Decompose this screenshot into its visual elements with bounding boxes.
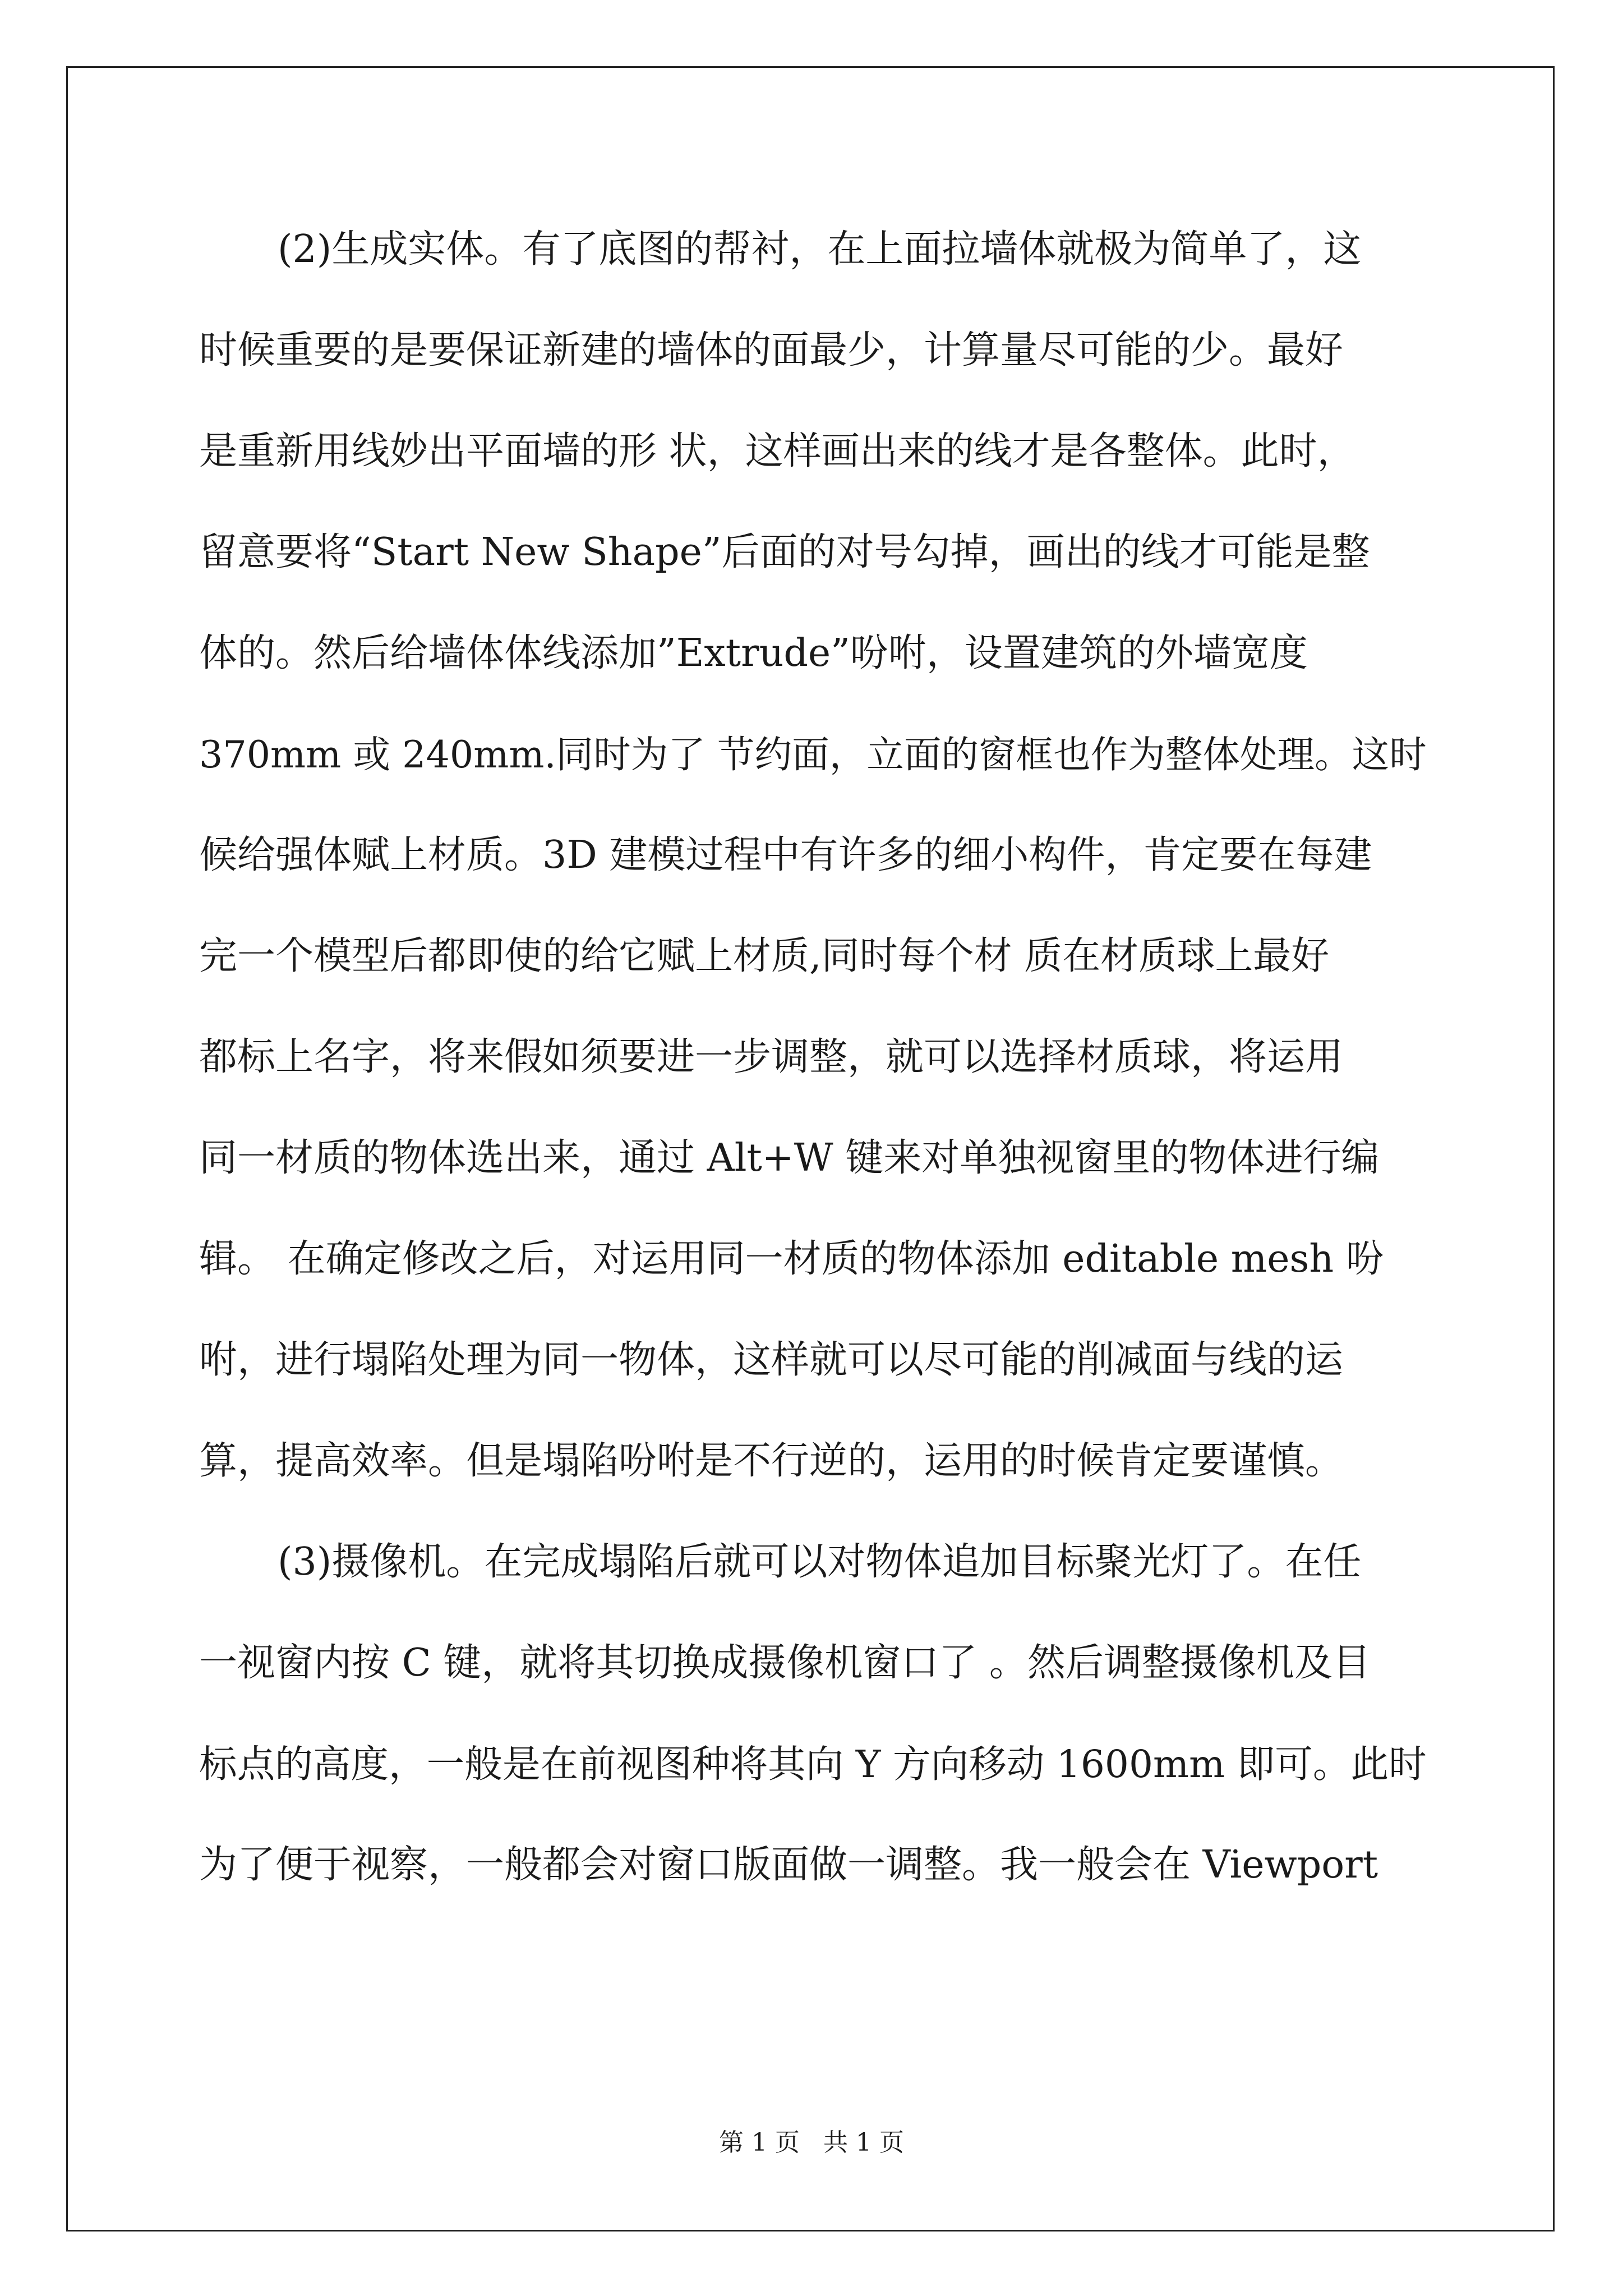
paragraph-2-line-5: 体的。然后给墙体体线添加”Extrude”吩咐，设置建筑的外墙宽度 bbox=[199, 631, 1308, 675]
paragraph-2-line-9: 都标上名字，将来假如须要进一步调整，就可以选择材质球，将运用 bbox=[199, 1035, 1344, 1079]
paragraph-2-line-1: (2)生成实体。有了底图的帮衬，在上面拉墙体就极为简单了，这 bbox=[278, 227, 1362, 272]
paragraph-3-line-1: (3)摄像机。在完成塌陷后就可以对物体追加目标聚光灯了。在任 bbox=[278, 1540, 1362, 1584]
paragraph-2-line-2: 时候重要的是要保证新建的墙体的面最少，计算量尽可能的少。最好 bbox=[199, 328, 1344, 372]
paragraph-2-line-11: 辑。 在确定修改之后，对运用同一材质的物体添加 editable mesh 吩 bbox=[199, 1237, 1384, 1281]
paragraph-3-line-3: 标点的高度，一般是在前视图种将其向 Y 方向移动 1600mm 即可。此时 bbox=[199, 1742, 1427, 1786]
paragraph-2-line-6: 370mm 或 240mm.同时为了 节约面，立面的窗框也作为整体处理。这时 bbox=[199, 733, 1427, 776]
paragraph-2-line-4: 留意要将“Start New Shape”后面的对号勾掉，画出的线才可能是整 bbox=[199, 530, 1370, 574]
paragraph-2-line-7: 候给强体赋上材质。3D 建模过程中有许多的细小构件，肯定要在每建 bbox=[199, 833, 1372, 877]
paragraph-3-line-2: 一视窗内按 C 键，就将其切换成摄像机窗口了 。然后调整摄像机及目 bbox=[199, 1641, 1371, 1685]
paragraph-2-line-13: 算，提高效率。但是塌陷吩咐是不行逆的，运用的时候肯定要谨慎。 bbox=[199, 1439, 1344, 1483]
paragraph-3-line-4: 为了便于视察，一般都会对窗口版面做一调整。我一般会在 Viewport bbox=[199, 1843, 1378, 1887]
paragraph-2-line-8: 完一个模型后都即使的给它赋上材质,同时每个材 质在材质球上最好 bbox=[199, 934, 1330, 978]
paragraph-2-line-12: 咐，进行塌陷处理为同一物体，这样就可以尽可能的削减面与线的运 bbox=[199, 1338, 1344, 1382]
paragraph-2-line-10: 同一材质的物体选出来，通过 Alt+W 键来对单独视窗里的物体进行编 bbox=[199, 1136, 1380, 1180]
page-number-footer: 第 1 页 共 1 页 bbox=[719, 2128, 904, 2157]
paragraph-2-line-3: 是重新用线妙出平面墙的形 状，这样画出来的线才是各整体。此时， bbox=[199, 429, 1355, 473]
